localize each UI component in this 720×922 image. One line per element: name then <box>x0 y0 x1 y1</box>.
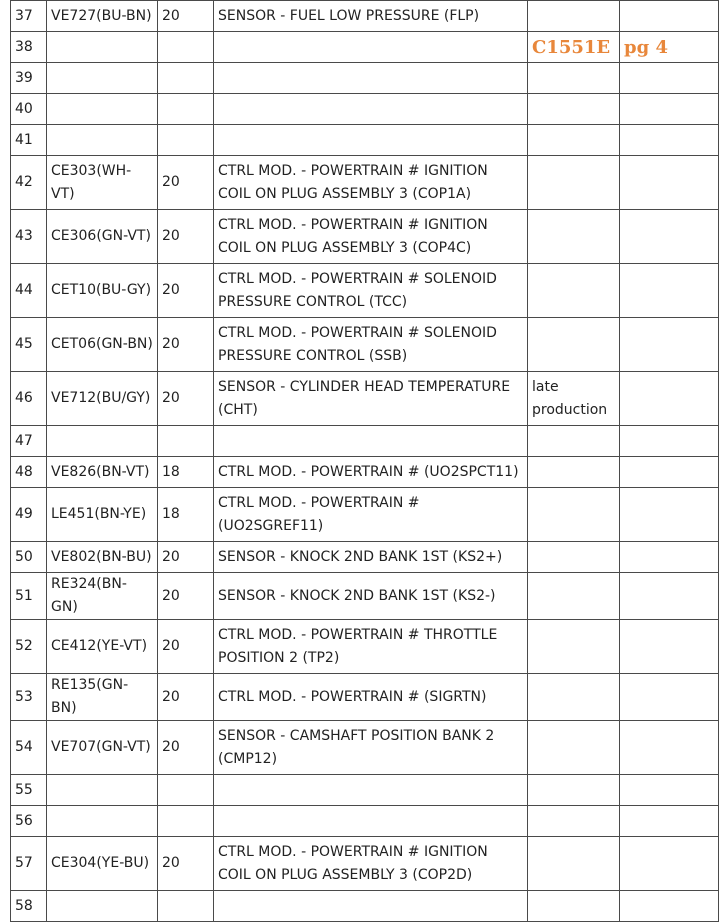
table-row <box>11 457 719 488</box>
function-cell <box>214 891 528 922</box>
pin-number-cell: 42 <box>11 156 47 210</box>
extra-note-cell <box>620 156 719 210</box>
extra-note-cell <box>620 63 719 94</box>
table-row <box>11 264 719 318</box>
table-row <box>11 156 719 210</box>
extra-note-cell <box>620 775 719 806</box>
note-cell <box>528 488 620 542</box>
function-cell: SENSOR - KNOCK 2ND BANK 1ST (KS2+) <box>214 542 528 573</box>
function-cell: SENSOR - KNOCK 2ND BANK 1ST (KS2-) <box>214 573 528 620</box>
gauge-cell <box>158 94 214 125</box>
gauge-cell <box>158 32 214 63</box>
extra-note-cell <box>620 573 719 620</box>
function-cell <box>214 125 528 156</box>
table-row <box>11 210 719 264</box>
function-cell <box>214 775 528 806</box>
gauge-cell: 20 <box>158 1 214 32</box>
function-cell <box>214 32 528 63</box>
table-row <box>11 837 719 891</box>
circuit-cell <box>47 32 158 63</box>
pin-number-cell: 43 <box>11 210 47 264</box>
circuit-cell: RE324(BN-GN) <box>47 573 158 620</box>
pin-number-cell: 38 <box>11 32 47 63</box>
gauge-cell <box>158 426 214 457</box>
function-cell: CTRL MOD. - POWERTRAIN # (UO2SGREF11) <box>214 488 528 542</box>
note-cell <box>528 806 620 837</box>
circuit-cell <box>47 775 158 806</box>
pin-number-cell: 48 <box>11 457 47 488</box>
circuit-cell <box>47 426 158 457</box>
circuit-cell: VE826(BN-VT) <box>47 457 158 488</box>
table-row <box>11 806 719 837</box>
circuit-cell <box>47 63 158 94</box>
note-cell <box>528 775 620 806</box>
circuit-cell: CE304(YE-BU) <box>47 837 158 891</box>
note-cell <box>528 721 620 775</box>
circuit-cell: VE802(BN-BU) <box>47 542 158 573</box>
note-cell <box>528 125 620 156</box>
extra-note-cell <box>620 542 719 573</box>
extra-note-cell <box>620 620 719 674</box>
circuit-cell: CET10(BU-GY) <box>47 264 158 318</box>
table-row <box>11 891 719 922</box>
extra-note-cell <box>620 372 719 426</box>
pin-number-cell: 46 <box>11 372 47 426</box>
extra-note-cell <box>620 806 719 837</box>
circuit-cell: VE707(GN-VT) <box>47 721 158 775</box>
function-cell: CTRL MOD. - POWERTRAIN # IGNITION COIL ON PLUG ASSEMBLY 3 (COP2D) <box>214 837 528 891</box>
note-cell <box>528 1 620 32</box>
extra-note-cell: pg 4 <box>620 32 719 63</box>
gauge-cell <box>158 63 214 94</box>
note-cell <box>528 156 620 210</box>
circuit-cell: LE451(BN-YE) <box>47 488 158 542</box>
table-row <box>11 542 719 573</box>
function-cell: CTRL MOD. - POWERTRAIN # (SIGRTN) <box>214 674 528 721</box>
extra-note-cell <box>620 891 719 922</box>
pin-number-cell: 55 <box>11 775 47 806</box>
pinout-table <box>10 0 719 922</box>
table-row <box>11 94 719 125</box>
table-row <box>11 1 719 32</box>
extra-note-cell <box>620 318 719 372</box>
extra-note-cell <box>620 721 719 775</box>
pin-number-cell: 57 <box>11 837 47 891</box>
note-cell <box>528 674 620 721</box>
function-cell: CTRL MOD. - POWERTRAIN # SOLENOID PRESSURE CONTROL (TCC) <box>214 264 528 318</box>
circuit-cell: CE303(WH-VT) <box>47 156 158 210</box>
gauge-cell: 20 <box>158 674 214 721</box>
circuit-cell: VE727(BU-BN) <box>47 1 158 32</box>
gauge-cell: 20 <box>158 210 214 264</box>
gauge-cell: 20 <box>158 156 214 210</box>
pin-number-cell: 45 <box>11 318 47 372</box>
note-cell <box>528 542 620 573</box>
function-cell: SENSOR - FUEL LOW PRESSURE (FLP) <box>214 1 528 32</box>
note-cell <box>528 426 620 457</box>
extra-note-cell <box>620 426 719 457</box>
gauge-cell: 20 <box>158 837 214 891</box>
table-row <box>11 488 719 542</box>
table-row <box>11 125 719 156</box>
pin-number-cell: 53 <box>11 674 47 721</box>
gauge-cell: 20 <box>158 573 214 620</box>
function-cell <box>214 426 528 457</box>
note-cell: C1551E <box>528 32 620 63</box>
table-row <box>11 620 719 674</box>
extra-note-cell <box>620 837 719 891</box>
circuit-cell: CE412(YE-VT) <box>47 620 158 674</box>
gauge-cell <box>158 125 214 156</box>
pin-number-cell: 52 <box>11 620 47 674</box>
pin-number-cell: 58 <box>11 891 47 922</box>
circuit-cell: VE712(BU/GY) <box>47 372 158 426</box>
function-cell: CTRL MOD. - POWERTRAIN # THROTTLE POSITION 2 (TP2) <box>214 620 528 674</box>
function-cell: CTRL MOD. - POWERTRAIN # SOLENOID PRESSURE CONTROL (SSB) <box>214 318 528 372</box>
extra-note-cell <box>620 210 719 264</box>
circuit-cell <box>47 806 158 837</box>
note-cell <box>528 210 620 264</box>
extra-note-cell <box>620 457 719 488</box>
extra-note-cell <box>620 488 719 542</box>
gauge-cell: 20 <box>158 264 214 318</box>
gauge-cell <box>158 891 214 922</box>
note-cell <box>528 573 620 620</box>
pin-number-cell: 54 <box>11 721 47 775</box>
gauge-cell: 20 <box>158 721 214 775</box>
note-cell <box>528 63 620 94</box>
table-row <box>11 573 719 620</box>
gauge-cell: 18 <box>158 488 214 542</box>
extra-note-cell <box>620 94 719 125</box>
gauge-cell: 20 <box>158 620 214 674</box>
pin-number-cell: 41 <box>11 125 47 156</box>
pin-number-cell: 40 <box>11 94 47 125</box>
function-cell: CTRL MOD. - POWERTRAIN # (UO2SPCT11) <box>214 457 528 488</box>
extra-note-cell <box>620 125 719 156</box>
note-cell <box>528 94 620 125</box>
table-row <box>11 426 719 457</box>
pin-number-cell: 56 <box>11 806 47 837</box>
pin-number-cell: 50 <box>11 542 47 573</box>
function-cell: CTRL MOD. - POWERTRAIN # IGNITION COIL ON PLUG ASSEMBLY 3 (COP1A) <box>214 156 528 210</box>
extra-note-cell <box>620 674 719 721</box>
circuit-cell: CET06(GN-BN) <box>47 318 158 372</box>
pin-number-cell: 47 <box>11 426 47 457</box>
gauge-cell: 20 <box>158 318 214 372</box>
note-cell <box>528 891 620 922</box>
pinout-rows <box>11 1 719 922</box>
pin-number-cell: 49 <box>11 488 47 542</box>
circuit-cell <box>47 891 158 922</box>
circuit-cell: CE306(GN-VT) <box>47 210 158 264</box>
extra-note-cell <box>620 1 719 32</box>
note-cell <box>528 620 620 674</box>
pin-number-cell: 39 <box>11 63 47 94</box>
table-row <box>11 775 719 806</box>
gauge-cell: 20 <box>158 542 214 573</box>
pin-number-cell: 44 <box>11 264 47 318</box>
extra-note-cell <box>620 264 719 318</box>
pin-number-cell: 51 <box>11 573 47 620</box>
table-row <box>11 32 719 63</box>
gauge-cell: 20 <box>158 372 214 426</box>
note-cell <box>528 264 620 318</box>
function-cell <box>214 806 528 837</box>
note-cell: late production <box>528 372 620 426</box>
note-cell <box>528 318 620 372</box>
table-row <box>11 721 719 775</box>
table-row <box>11 674 719 721</box>
table-row <box>11 63 719 94</box>
function-cell <box>214 94 528 125</box>
table-row <box>11 372 719 426</box>
note-cell <box>528 837 620 891</box>
gauge-cell <box>158 775 214 806</box>
function-cell: SENSOR - CAMSHAFT POSITION BANK 2 (CMP12) <box>214 721 528 775</box>
circuit-cell: RE135(GN-BN) <box>47 674 158 721</box>
note-cell <box>528 457 620 488</box>
pin-number-cell: 37 <box>11 1 47 32</box>
circuit-cell <box>47 94 158 125</box>
function-cell <box>214 63 528 94</box>
table-row <box>11 318 719 372</box>
gauge-cell <box>158 806 214 837</box>
function-cell: SENSOR - CYLINDER HEAD TEMPERATURE (CHT) <box>214 372 528 426</box>
circuit-cell <box>47 125 158 156</box>
gauge-cell: 18 <box>158 457 214 488</box>
function-cell: CTRL MOD. - POWERTRAIN # IGNITION COIL ON PLUG ASSEMBLY 3 (COP4C) <box>214 210 528 264</box>
